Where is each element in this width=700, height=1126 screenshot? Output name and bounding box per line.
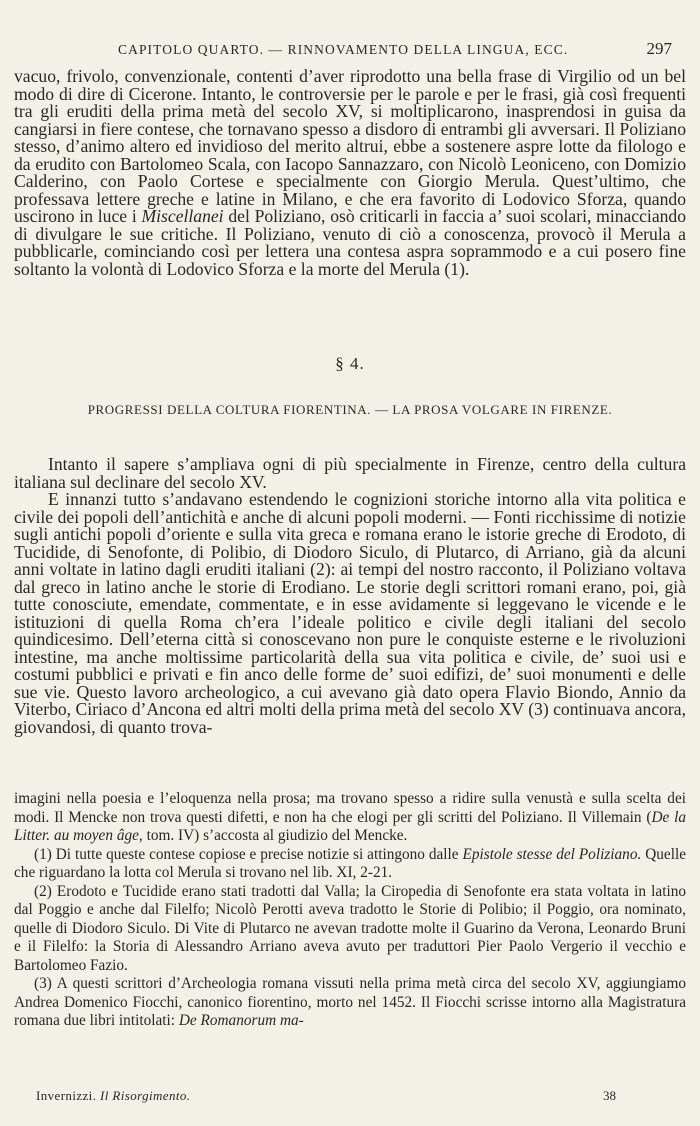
footnote-3 (14, 975, 686, 1031)
footnotes (14, 790, 686, 1031)
paragraph-1 (14, 68, 686, 278)
page-footer (14, 1088, 686, 1106)
page-number: 297 (646, 39, 672, 58)
footnote-2: (2) Erodoto e Tucidide erano stati tradotti dal Valla; la Ciropedia di Senofonte era stata voltata in latino dal Poggio e anche dal Filelfo; Nicolò Perotti aveva tradotto le Storie di Polibio; il Poggio, ora nominato, quelle di Diodoro Siculo. Di Vite di Plutarco ne avevan tradotte molte il Guarino da Verona, Leonardo Bruni e il Filelfo: la Storia di Alessandro Arriano aveva avuto per traduttori Pier Paolo Vergerio il vecchio e Bartolomeo Fazio. (14, 882, 686, 974)
section-title: PROGRESSI DELLA COLTURA FIORENTINA. — LA PROSA VOLGARE IN FIRENZE. (87, 402, 613, 417)
main-text-section (14, 456, 686, 736)
paragraph-3: E innanzi tutto s’andavano estendendo le cognizioni storiche intorno alla vita politica e civile dei popoli dell’antichità e anche di alcuni popoli moderni. — Fonti ricchissime di notizie sugli antichi popoli d’oriente e sulla vita greca e romana erano le istorie greche di Erodoto, di Tucidide, di Senofonte, di Polibio, di Diodoro Siculo, di Plutarco, di Arriano, già da alcuni anni voltate in latino dagli eruditi italiani (2): ai tempi del nostro racconto, il Poliziano voltava dal greco in latino anche le storie di Erodiano. Le storie degli scrittori romani erano, poi, già tutte conosciute, emendate, commentate, e in esse avidamente si leggevano le vicende e le istituzioni di quella Roma ch’era l’ideale politico e civile degli italiani del secolo quindicesimo. Dell’eterna città si conoscevano non pure le conquiste esterne e le rivoluzioni intestine, ma anche moltissime particolarità della sua vita politica e civile, de’ suoi usi e costumi pubblici e privati e fin anco delle forme de’ suoi edifizi, de’ suoi monumenti e delle sue vie. Questo lavoro archeologico, a cui avevano già dato opera Flavio Biondo, Annio da Viterbo, Ciriaco d’Ancona ed altri molti della prima metà del secolo XV (3) continuava ancora, giovandosi, di quanto trova- (14, 489, 686, 737)
paragraph-2: Intanto il sapere s’ampliava ogni di più specialmente in Firenze, centro della cultura italiana sul declinare del secolo XV. (14, 454, 686, 492)
footer-book-title: Il Risorgimento. (100, 1088, 191, 1103)
miscellanei-title: Miscellanei (141, 206, 224, 226)
footnote-3-a: (3) A questi scrittori d’Archeologia romana vissuti nella prima metà circa del secolo XV, aggiungiamo Andrea Domenico Fiocchi, canonico fiorentino, morto nel 1452. Il Fiocchi scrisse intorno alla Magistratura romana due libri intitolati: (14, 975, 686, 1029)
footnote-1-b: Quelle che riguardano la lotta col Merula si trovano nel lib. XI, 2-21. (14, 845, 687, 881)
de-romanorum-title: De Romanorum ma- (178, 1012, 304, 1029)
footer-author-title (36, 1088, 190, 1104)
running-header (14, 39, 686, 64)
paragraph-1-end: del Poliziano, osò criticarli in faccia a’ suoi scolari, minacciando di divulgare le sue critiche. Il Poliziano, venuto di ciò a conoscenza, provocò il Merula a pubblicarle, cominciando così per lettera una contesa aspra soprammodo e a cui posero fine soltanto la volontà di Lodovico Sforza e la morte del Merula (1). (14, 206, 687, 279)
footer-author: Invernizzi. (36, 1088, 97, 1103)
paragraph-1-text: vacuo, frivolo, convenzionale, contenti d’aver riprodotto una bella frase di Virgilio od un bel modo di dire di Cicerone. Intanto, le controversie per le parole e per le frasi, già così frequenti tra gli eruditi della prima metà del secolo XV, si moltiplicarono, inasprendosi in guisa da cangiarsi in fiere contese, che tornavano spesso a disdoro di entrambi gli avversari. Il Poliziano stesso, d’animo altero ed invidioso del merito altrui, ebbe a sostenere aspre lotte da filologo e da erudito con Bartolomeo Scala, con Iacopo Sannazzaro, con Nicolò Leoniceno, con Domizio Calderino, con Paolo Cortese e specialmente con Giorgio Merula. Quest’ultimo, che professava lettere greche e latine in Milano, e che era favorito di Lodovico Sforza, quando uscirono in luce i (14, 66, 686, 226)
footnote-carryover (14, 790, 686, 846)
signature-mark: 38 (603, 1088, 616, 1103)
footnote-carryover-a: imagini nella poesia e l’eloquenza nella prosa; ma trovano spesso a ridire sulla venustà e sulla scelta dei modi. Il Mencke non trova questi difetti, e non ha che elogi per gli scritti del Poliziano. Il Villemain ( (14, 790, 686, 826)
footnote-1 (14, 846, 686, 883)
footnote-carryover-b: , tom. IV) s’accosta al giudizio del Mencke. (138, 827, 408, 844)
running-title: CAPITOLO QUARTO. — RINNOVAMENTO DELLA LINGUA, ECC. (118, 42, 569, 57)
epistole-title: Epistole stesse del Poliziano. (462, 845, 642, 863)
villemain-title: De la Litter. au moyen âge (14, 808, 686, 844)
main-text-continuation (14, 68, 686, 278)
footnote-1-a: (1) Di tutte queste contese copiose e precise notizie si attingono dalle (34, 845, 459, 863)
section-mark: § 4. (335, 354, 365, 373)
